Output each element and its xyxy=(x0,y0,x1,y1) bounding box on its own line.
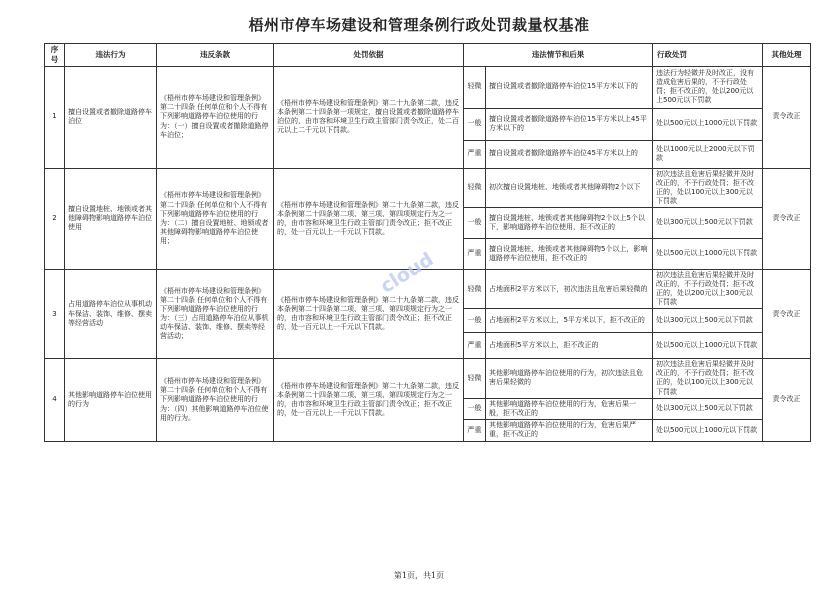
header-index: 序号 xyxy=(45,44,65,67)
penalty-basis: 《梧州市停车场建设和管理条例》第二十九条第二款，违反本条例第二十四条第二项、第三项、第四项规定行为之一的，由市容和环境卫生行政主管部门责令改正；拒不改正的，处一百元以上一千元以下罚款。 xyxy=(274,168,464,269)
header-other: 其他处理 xyxy=(763,44,811,67)
penalty-basis: 《梧州市停车场建设和管理条例》第二十九条第二款，违反本条例第二十四条第二项、第三项、第四项规定行为之一的，由市容和环境卫生行政主管部门责令改正；拒不改正的，处一百元以上一千元以下罚款。 xyxy=(274,359,464,442)
penalty-text: 处以300元以上500元以下罚款 xyxy=(653,309,763,333)
page-title: 梧州市停车场建设和管理条例行政处罚裁量权基准 xyxy=(248,16,590,34)
penalty-table xyxy=(44,43,811,442)
penalty-text: 处以1000元以上2000元以下罚款 xyxy=(653,140,763,168)
penalty-text: 违法行为轻微并及时改正，没有造成危害后果的，不予行政处罚；拒不改正的，处以200元以上500元以下罚款 xyxy=(653,66,763,108)
row-index: 3 xyxy=(45,269,65,358)
severity-level: 轻微 xyxy=(464,168,486,207)
violation-behavior: 擅自设置或者撤除道路停车泊位 xyxy=(65,66,157,168)
row-index: 4 xyxy=(45,359,65,442)
penalty-text: 处以300元以上500元以下罚款 xyxy=(653,398,763,419)
table-header-row xyxy=(45,44,811,67)
violated-clause: 《梧州市停车场建设和管理条例》第二十四条 任何单位和个人不得有下列影响道路停车泊位使用的行为：（四）其他影响道路停车泊位使用的行为。 xyxy=(157,359,274,442)
severity-level: 一般 xyxy=(464,207,486,238)
penalty-text: 初次违法且危害后果轻微并及时改正的，不予行政处罚；拒不改正的，处以200元以上300元以下罚款 xyxy=(653,269,763,308)
circumstance-text: 占地面积5平方米以上，拒不改正的 xyxy=(486,333,653,359)
circumstance-text: 初次擅自设置地桩、地锁或者其他障碍物2个以下 xyxy=(486,168,653,207)
table-row xyxy=(45,269,811,308)
penalty-basis: 《梧州市停车场建设和管理条例》第二十九条第二款，违反本条例第二十四条第二项、第三项、第四项规定行为之一的，由市容和环境卫生行政主管部门责令改正；拒不改正的，处一百元以上一千元以下罚款。 xyxy=(274,269,464,358)
other-handling: 责令改正 xyxy=(763,66,811,168)
severity-level: 严重 xyxy=(464,140,486,168)
severity-level: 一般 xyxy=(464,398,486,419)
severity-level: 一般 xyxy=(464,309,486,333)
penalty-text: 初次违法且危害后果轻微并及时改正的，不予行政处罚；拒不改正的，处以100元以上300元以下罚款 xyxy=(653,168,763,207)
penalty-text: 处以500元以上1000元以下罚款 xyxy=(653,238,763,269)
page-footer: 第1页，共1页 xyxy=(393,571,445,580)
circumstance-text: 其他影响道路停车泊位使用的行为，初次违法且危害后果轻微的 xyxy=(486,359,653,398)
header-basis: 处罚依据 xyxy=(274,44,464,67)
penalty-text: 处以500元以上1000元以下罚款 xyxy=(653,333,763,359)
severity-level: 轻微 xyxy=(464,66,486,108)
penalty-text: 处以300元以上500元以下罚款 xyxy=(653,207,763,238)
penalty-text: 处以500元以上1000元以下罚款 xyxy=(653,419,763,441)
other-handling: 责令改正 xyxy=(763,359,811,442)
violation-behavior: 其他影响道路停车泊位使用的行为 xyxy=(65,359,157,442)
severity-level: 严重 xyxy=(464,333,486,359)
penalty-basis: 《梧州市停车场建设和管理条例》第二十九条第二款，违反本条例第二十四条第一项规定，擅自设置或者撤除道路停车泊位的，由市容和环境卫生行政主管部门责令改正，处二百元以上二千元以下罚款。 xyxy=(274,66,464,168)
violated-clause: 《梧州市停车场建设和管理条例》第二十四条 任何单位和个人不得有下列影响道路停车泊位使用的行为：（三）占用道路停车泊位从事机动车保洁、装饰、维修、摆卖等经营活动； xyxy=(157,269,274,358)
row-index: 2 xyxy=(45,168,65,269)
circumstance-text: 其他影响道路停车泊位使用的行为，危害后果严重，拒不改正的 xyxy=(486,419,653,441)
header-clause: 违反条款 xyxy=(157,44,274,67)
table-row xyxy=(45,168,811,207)
circumstance-text: 擅自设置地桩、地锁或者其他障碍物5个以上，影响道路停车泊位使用，拒不改正的 xyxy=(486,238,653,269)
violation-behavior: 占用道路停车泊位从事机动车保洁、装饰、维修、摆卖等经营活动 xyxy=(65,269,157,358)
header-circumstances: 违法情节和后果 xyxy=(464,44,653,67)
circumstance-text: 擅自设置或者撤除道路停车泊位15平方米以上45平方米以下的 xyxy=(486,108,653,140)
severity-level: 一般 xyxy=(464,108,486,140)
header-penalty: 行政处罚 xyxy=(653,44,763,67)
watermark: cloud xyxy=(376,248,438,298)
circumstance-text: 占地面积2平方米以下，初次违法且危害后果轻微的 xyxy=(486,269,653,308)
circumstance-text: 擅自设置或者撤除道路停车泊位45平方米以上的 xyxy=(486,140,653,168)
other-handling: 责令改正 xyxy=(763,168,811,269)
table-row xyxy=(45,66,811,108)
table-row xyxy=(45,359,811,398)
circumstance-text: 占地面积2平方米以上，5平方米以下，拒不改正的 xyxy=(486,309,653,333)
severity-level: 轻微 xyxy=(464,269,486,308)
violated-clause: 《梧州市停车场建设和管理条例》第二十四条 任何单位和个人不得有下列影响道路停车泊位使用的行为：（二）擅自设置地桩、地锁或者其他障碍物影响道路停车泊位使用； xyxy=(157,168,274,269)
penalty-text: 初次违法且危害后果轻微并及时改正的，不予行政处罚；拒不改正的，处以100元以上300元以下罚款 xyxy=(653,359,763,398)
severity-level: 严重 xyxy=(464,238,486,269)
penalty-text: 处以500元以上1000元以下罚款 xyxy=(653,108,763,140)
severity-level: 轻微 xyxy=(464,359,486,398)
circumstance-text: 其他影响道路停车泊位使用的行为，危害后果一般，拒不改正的 xyxy=(486,398,653,419)
severity-level: 严重 xyxy=(464,419,486,441)
circumstance-text: 擅自设置或者撤除道路停车泊位15平方米以下的 xyxy=(486,66,653,108)
violated-clause: 《梧州市停车场建设和管理条例》第二十四条 任何单位和个人不得有下列影响道路停车泊位使用的行为：（一）擅自设置或者撤除道路停车泊位； xyxy=(157,66,274,168)
circumstance-text: 擅自设置地桩、地锁或者其他障碍物2个以上5个以下，影响道路停车泊位使用，拒不改正的 xyxy=(486,207,653,238)
row-index: 1 xyxy=(45,66,65,168)
other-handling: 责令改正 xyxy=(763,269,811,358)
header-behavior: 违法行为 xyxy=(65,44,157,67)
violation-behavior: 擅自设置地桩、地锁或者其他障碍物影响道路停车泊位使用 xyxy=(65,168,157,269)
